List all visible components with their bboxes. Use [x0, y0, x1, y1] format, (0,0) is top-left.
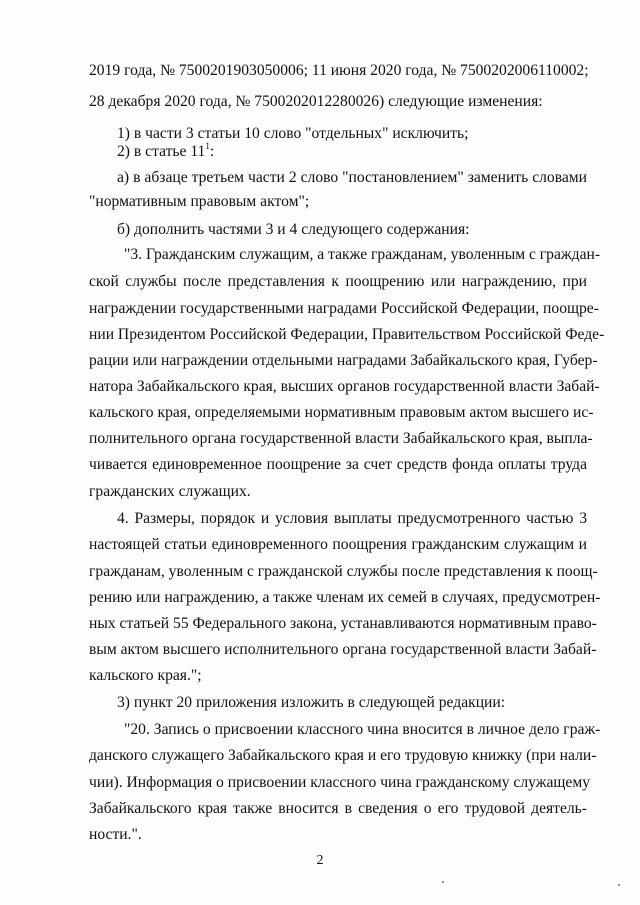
- text-line: Забайкальского края также вносится в сведения о его трудовой деятель-: [89, 800, 587, 817]
- text-line: рению или награждению, а также членам их семей в случаях, предусмотрен-: [89, 589, 601, 606]
- text-line: 28 декабря 2020 года, № 7500202012280026) следующие изменения:: [89, 93, 543, 110]
- text-line: гражданам, уволенным с гражданской службы после представления к поощ-: [89, 563, 598, 580]
- text-line: награждении государственными наградами Российской Федерации, поощре-: [89, 300, 599, 317]
- text-line: 2019 года, № 7500201903050006; 11 июня 2020 года, № 7500202006110002;: [89, 62, 589, 79]
- text-line: вым актом высшего исполнительного органа государственной власти Забай-: [89, 641, 597, 658]
- text-line: рации или награждении отдельными наградами Забайкальского края, Губер-: [89, 352, 598, 369]
- superscript: 1: [205, 140, 210, 151]
- text-line: 1) в части 3 статьи 10 слово "отдельных" исключить;: [117, 125, 469, 142]
- text-line: а) в абзаце третьем части 2 слово "постановлением" заменить словами: [117, 169, 587, 186]
- text-line: ных статьей 55 Федерального закона, устанавливаются нормативным право-: [89, 615, 597, 632]
- text-suffix: :: [209, 143, 215, 160]
- text-line: натора Забайкальского края, высших органов государственной власти Забай-: [89, 378, 600, 395]
- text-line: ской службы после представления к поощрению или награждению, при: [89, 273, 587, 290]
- text-line: 3) пункт 20 приложения изложить в следующей редакции:: [117, 694, 506, 711]
- text-line: данского служащего Забайкальского края и его трудовую книжку (при нали-: [89, 747, 597, 764]
- text-line: чии). Информация о присвоении классного чина гражданскому служащему: [89, 774, 590, 791]
- text-line: ности.".: [89, 826, 142, 843]
- text-line: б) дополнить частями 3 и 4 следующего содержания:: [117, 221, 470, 238]
- text-line: "3. Гражданским служащим, а также гражданам, уволенным с граждан-: [124, 246, 601, 263]
- text-line: "20. Запись о присвоении классного чина вносится в личное дело граж-: [124, 721, 601, 738]
- text-line: гражданских служащих.: [89, 483, 251, 500]
- text-line: "нормативным правовым актом";: [89, 193, 310, 210]
- text-line: кальского края.";: [89, 667, 202, 684]
- text-line: чивается единовременное поощрение за счет средств фонда оплаты труда: [89, 456, 587, 473]
- text-line: нии Президентом Российской Федерации, Правительством Российской Феде-: [89, 326, 605, 343]
- text-line: настоящей статьи единовременного поощрения гражданским служащим и: [89, 536, 587, 553]
- scan-artifact: [442, 881, 444, 883]
- text-line: кальского края, определяемыми нормативным правовым актом высшего ис-: [89, 404, 594, 421]
- text-line: полнительного органа государственной власти Забайкальского края, выпла-: [89, 430, 593, 447]
- article-ref: 2) в статье 11: [117, 143, 206, 160]
- text-line: 4. Размеры, порядок и условия выплаты предусмотренного частью 3: [117, 510, 587, 527]
- page-number: 2: [316, 853, 324, 868]
- text-line: [117, 139, 587, 165]
- scan-artifact: [618, 884, 620, 886]
